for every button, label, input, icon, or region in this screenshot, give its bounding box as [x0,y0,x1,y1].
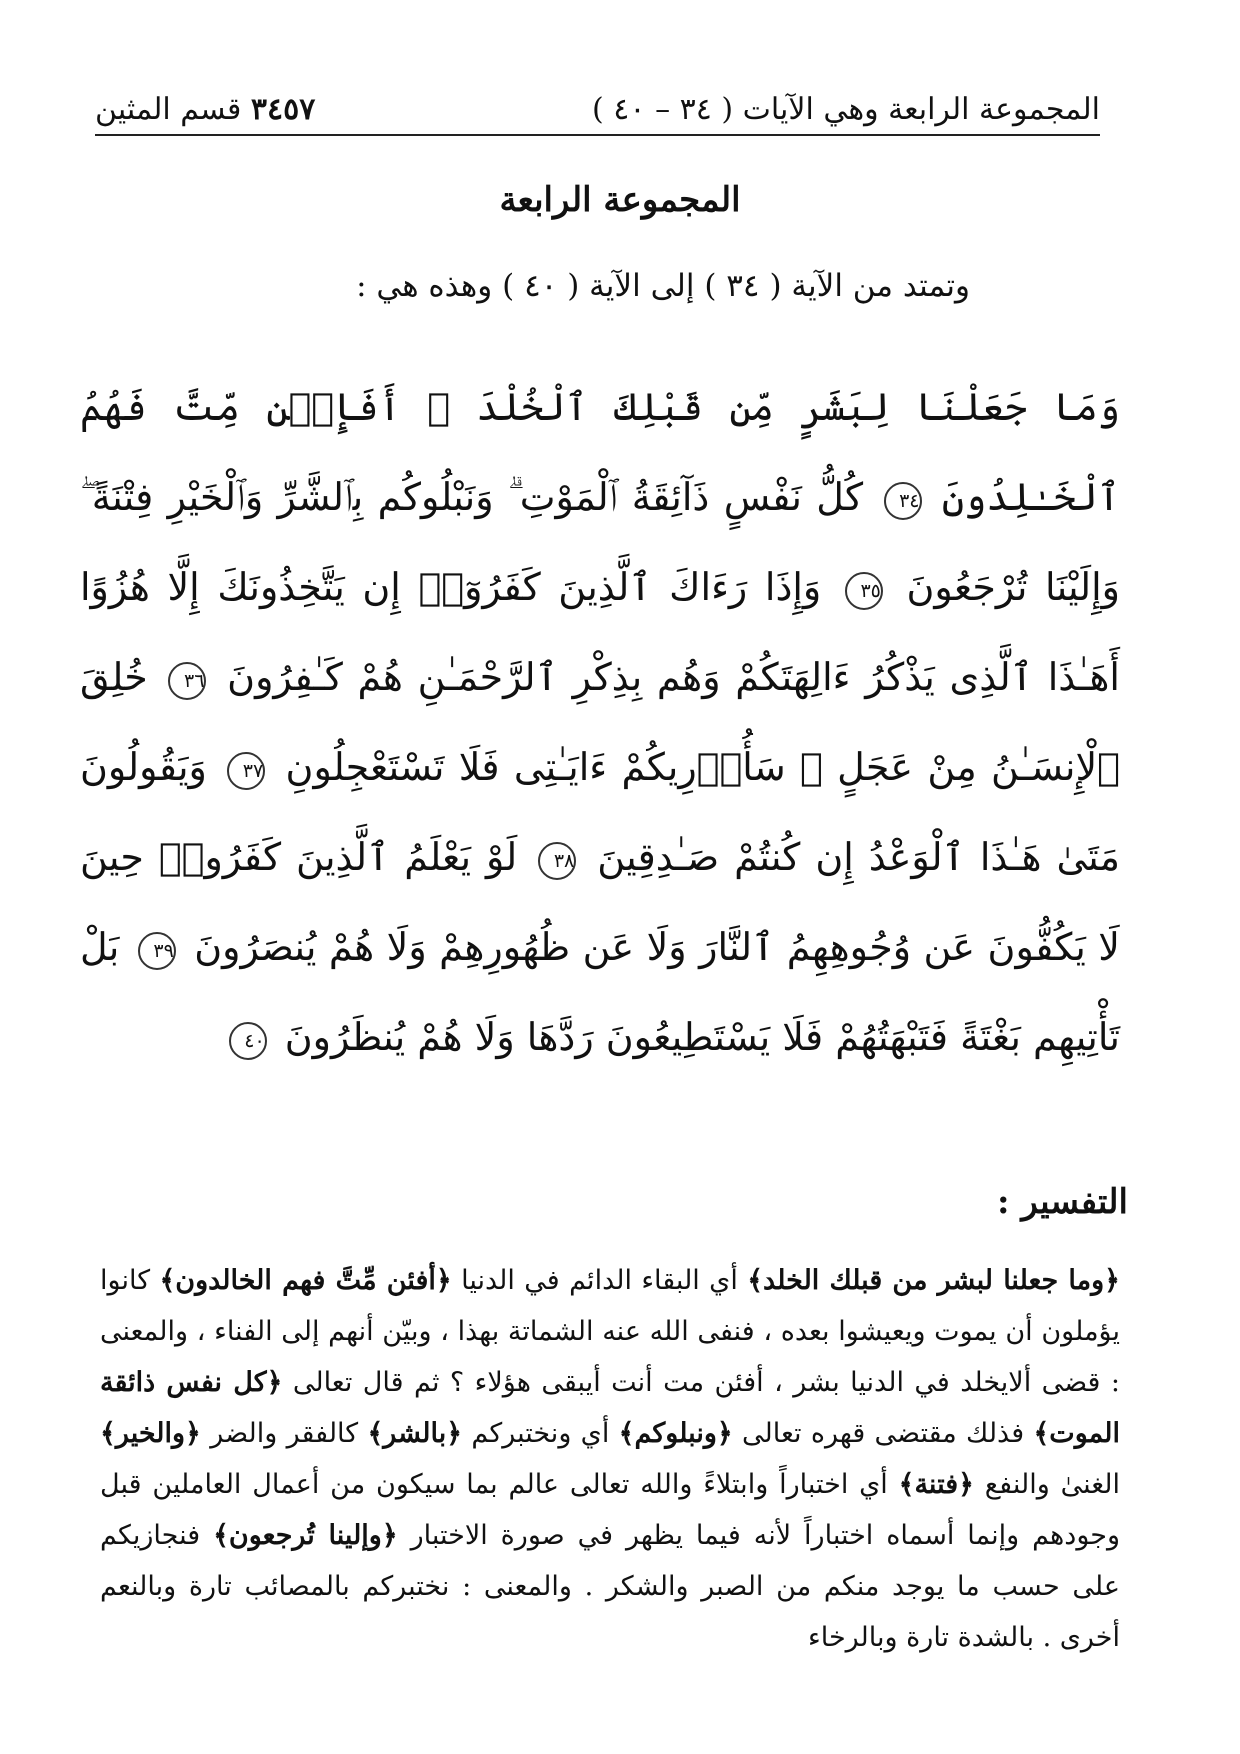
verse-number-marker: ٣٥ [845,572,883,610]
tafsir-heading: التفسير : [996,1182,1128,1222]
verse-text: وَيَقُولُونَ مَتَىٰ هَـٰذَا ٱلْوَعْدُ إِن كُنتُمْ صَـٰدِقِينَ [80,745,1120,879]
page-header [95,88,1100,136]
quoted-verse: ﴿كل نفس ذائقة الموت﴾ [100,1367,1120,1449]
verse-number-marker: ٣٤ [884,482,922,520]
verse-number-marker: ٤٠ [229,1022,267,1060]
verse-number-marker: ٣٦ [168,662,206,700]
section-title: المجموعة الرابعة [499,180,741,220]
verse-text: خُلِقَ ٱلْإِنسَـٰنُ مِنْ عَجَلٍ ۚ سَأُو۟رِيكُمْ ءَايَـٰتِى فَلَا تَسْتَعْجِلُونِ [80,655,1120,789]
quoted-verse: ﴿بالشر﴾ [367,1418,463,1449]
running-title: المجموعة الرابعة وهي الآيات ( ٣٤ – ٤٠ ) [592,92,1100,127]
commentary-text: أي ونختبركم [462,1418,619,1449]
page-info [95,92,329,127]
quoted-verse: ﴿وما جعلنا لبشر من قبلك الخلد﴾ [747,1265,1120,1296]
verse-text: لَوْ يَعْلَمُ ٱلَّذِينَ كَفَرُوا۟ حِينَ لَا يَكُفُّونَ عَن وُجُوهِهِمُ ٱلنَّارَ وَلَا عَن ظُهُورِهِمْ وَلَا هُمْ يُنصَرُونَ [80,835,1120,969]
section-intro: وتمتد من الآية ( ٣٤ ) إلى الآية ( ٤٠ ) وهذه هي : [356,268,970,304]
quoted-verse: ﴿والخير﴾ [100,1418,201,1449]
quoted-verse: ﴿ونبلوكم﴾ [618,1418,733,1449]
commentary-text: كالفقر والضر [200,1418,368,1449]
commentary-text: أي البقاء الدائم في الدنيا [451,1265,748,1296]
commentary-text: الغنىٰ والنفع [973,1469,1120,1500]
verse-text: وَمَا جَعَلْنَا لِبَشَرٍ مِّن قَبْلِكَ ٱلْخُلْدَ ۖ أَفَإِي۟ن مِّتَّ فَهُمُ ٱلْخَـٰلِدُونَ [80,385,1120,519]
page-number: ٣٤٥٧ [250,92,316,127]
tafsir-body [100,1255,1120,1663]
quoted-verse: ﴿أفئن مِّتَّ فهم الخالدون﴾ [159,1265,452,1296]
commentary-text: أي اختباراً وابتلاءً والله تعالى عالم بما سيكون من أعمال العاملين قبل وجودهم وإنما أسماه اختباراً لأنه فيما يظهر في صورة الاختبار [100,1469,1120,1551]
commentary-text: فذلك مقتضى قهره تعالى [732,1418,1034,1449]
quoted-verse: ﴿فتنة﴾ [898,1469,974,1500]
verse-number-marker: ٣٨ [538,842,576,880]
quran-verses [80,362,1120,1082]
verse-text: كُلُّ نَفْسٍ ذَآئِقَةُ ٱلْمَوْتِ ۗ وَنَبْلُوكُم بِٱلشَّرِّ وَٱلْخَيْرِ فِتْنَةً ۖ وَإِلَيْنَا تُرْجَعُونَ [80,475,1120,609]
verse-text: وَإِذَا رَءَاكَ ٱلَّذِينَ كَفَرُوٓا۟ إِن يَتَّخِذُونَكَ إِلَّا هُزُوًا أَهَـٰذَا ٱلَّذِى يَذْكُرُ ءَالِهَتَكُمْ وَهُم بِذِكْرِ ٱلرَّحْمَـٰنِ هُمْ كَـٰفِرُونَ [80,565,1120,699]
verse-text: بَلْ تَأْتِيهِم بَغْتَةً فَتَبْهَتُهُمْ فَلَا يَسْتَطِيعُونَ رَدَّهَا وَلَا هُمْ يُنظَرُونَ [80,925,1120,1059]
section-name: قسم المثين [95,92,242,127]
verse-number-marker: ٣٩ [138,932,176,970]
commentary-text: كانوا يؤملون أن يموت ويعيشوا بعده ، فنفى الله عنه الشماتة بهذا ، وبيّن أنهم إلى الفناء ، والمعنى : قضى ألايخلد في الدنيا بشر ، أفئن مت أنت أيبقى هؤلاء ؟ ثم قال تعالى [100,1265,1120,1398]
verse-number-marker: ٣٧ [227,752,265,790]
commentary-text: فنجازيكم على حسب ما يوجد منكم من الصبر والشكر . والمعنى : نختبركم بالمصائب تارة وبالنعم أخرى . بالشدة تارة وبالرخاء [100,1520,1120,1653]
quoted-verse: ﴿وإلينا تُرجعون﴾ [213,1520,398,1551]
